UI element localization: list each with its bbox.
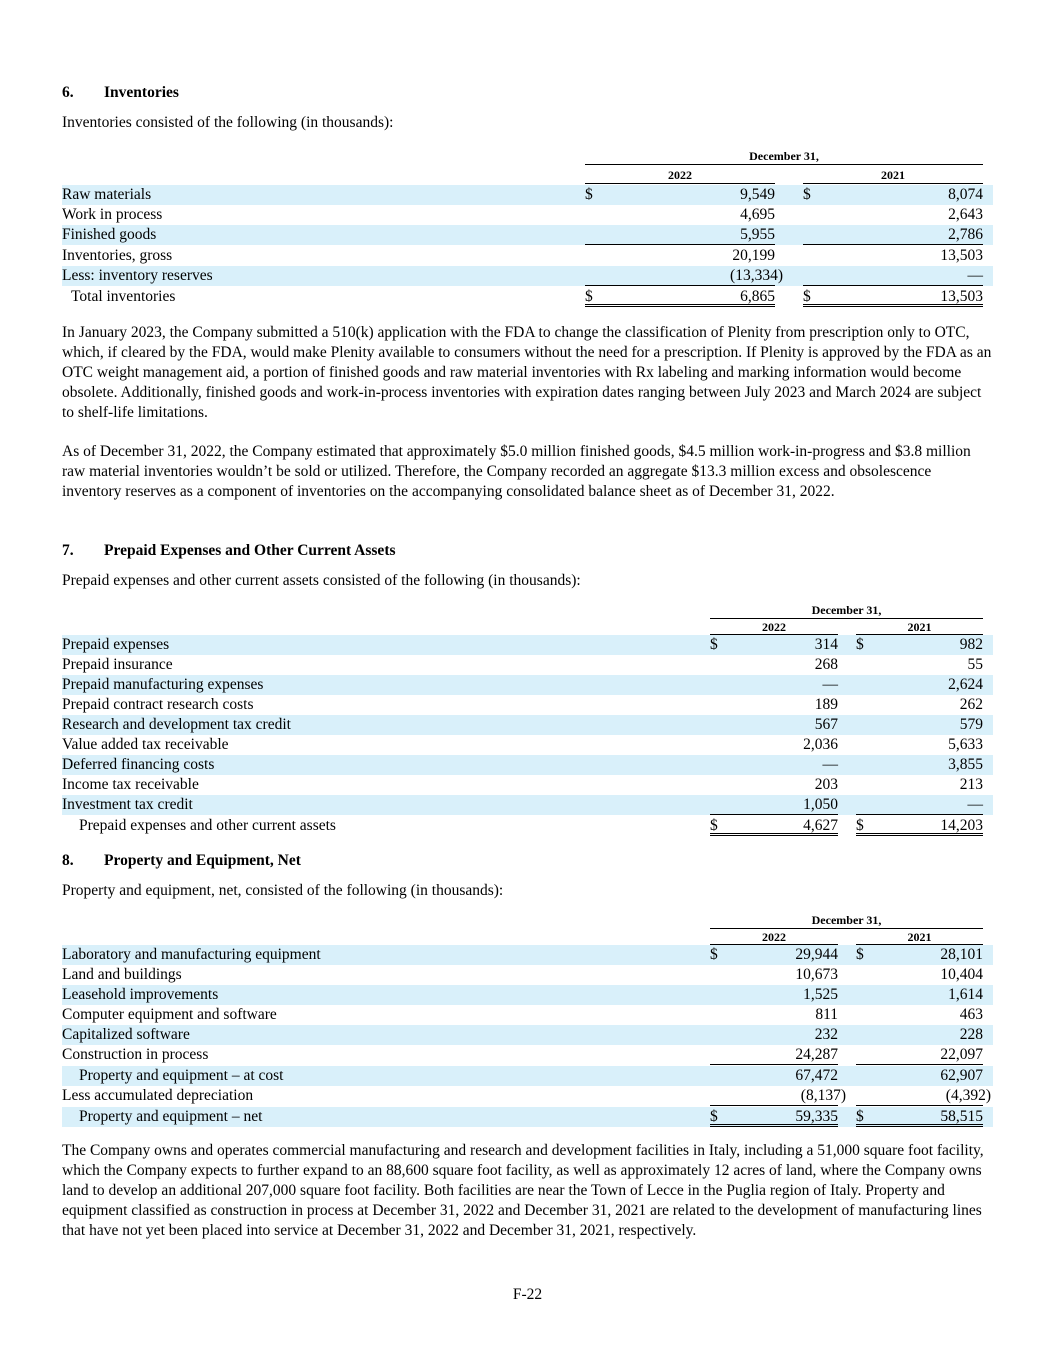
table-row xyxy=(62,755,993,775)
value-2021: 228 xyxy=(959,1026,983,1043)
row-label: Computer equipment and software xyxy=(62,1006,277,1023)
table-row xyxy=(62,775,993,795)
dollar-sign: $ xyxy=(710,817,718,834)
dollar-sign: $ xyxy=(585,186,593,203)
value-2022: 811 xyxy=(815,1006,838,1023)
table-row xyxy=(62,185,993,205)
row-label: Laboratory and manufacturing equipment xyxy=(62,946,321,963)
row-label: Deferred financing costs xyxy=(62,756,215,773)
value-2022: 203 xyxy=(814,776,838,793)
table-row xyxy=(62,1005,993,1025)
value-2021: 58,515 xyxy=(940,1108,983,1125)
value-2022: 4,695 xyxy=(740,206,775,223)
row-label: Finished goods xyxy=(62,226,157,243)
row-label: Income tax receivable xyxy=(62,776,199,793)
row-label: Work in process xyxy=(62,206,163,223)
column-header-2021: 2021 xyxy=(881,168,905,182)
section-number: 6. xyxy=(62,84,74,101)
row-label: Prepaid insurance xyxy=(62,656,173,673)
dollar-sign: $ xyxy=(585,288,593,305)
section-heading xyxy=(62,84,179,102)
row-label: Investment tax credit xyxy=(62,796,193,813)
value-2021: 2,786 xyxy=(948,226,983,243)
value-2022: 6,865 xyxy=(740,288,775,305)
table-row xyxy=(62,246,993,266)
section-intro: Property and equipment, net, consisted of the following (in thousands): xyxy=(62,882,504,899)
table-row xyxy=(62,816,993,836)
table-row xyxy=(62,1025,993,1045)
value-2022: 1,525 xyxy=(803,986,838,1003)
section-title: Prepaid Expenses and Other Current Assets xyxy=(104,542,396,559)
table-row xyxy=(62,1045,993,1065)
value-2021: 13,503 xyxy=(940,247,983,264)
table-row xyxy=(62,655,993,675)
row-label: Less accumulated depreciation xyxy=(62,1087,254,1104)
value-2021: 982 xyxy=(959,636,983,653)
value-2021: 8,074 xyxy=(948,186,983,203)
page-number: F-22 xyxy=(512,1286,543,1303)
value-2021: 2,643 xyxy=(948,206,983,223)
row-label: Prepaid contract research costs xyxy=(62,696,254,713)
paragraph: As of December 31, 2022, the Company estimated that approximately $5.0 million finished goods, $4.5 million work-in-progress and $3.8 million raw material inventories wouldn’t be sold or utilized. Therefore, the Company recorded an aggregate $13.3 million excess and obsolescence inventory reserves as a component of inventories on the accompanying consolidated balance sheet as of December 31, 2022. xyxy=(62,443,971,500)
section-number: 8. xyxy=(62,852,74,869)
row-label: Inventories, gross xyxy=(62,247,173,264)
row-label: Research and development tax credit xyxy=(62,716,291,733)
value-2021: 3,855 xyxy=(948,756,983,773)
column-header-2021: 2021 xyxy=(907,930,932,944)
table-row xyxy=(62,635,993,655)
value-2021: 62,907 xyxy=(940,1067,983,1084)
header-rule xyxy=(803,183,983,184)
value-2022: 1,050 xyxy=(803,796,838,813)
value-2022: 567 xyxy=(814,716,838,733)
value-2022: 10,673 xyxy=(795,966,838,983)
table-row xyxy=(62,1086,993,1106)
dollar-sign: $ xyxy=(710,1108,718,1125)
dollar-sign: $ xyxy=(856,817,864,834)
value-2021: — xyxy=(967,796,983,813)
paragraph: The Company owns and operates commercial manufacturing and research and development facilities in Italy, including a 51,000 square foot facility, which the Company expects to further expand to an 88,600 square foot facility, as well as approximately 12 acres of land, where the Company owns land to develop an additional 207,000 square foot facility. Both facilities are near the Town of Lecce in the Puglia region of Italy. Property and equipment classified as construction in process at December 31, 2022 and December 31, 2021 are related to the development of manufacturing lines that have not yet been placed into service at December 31, 2022 and December 31, 2021, respectively. xyxy=(62,1142,984,1239)
dollar-sign: $ xyxy=(803,288,811,305)
value-2021: (4,392) xyxy=(945,1087,991,1104)
header-rule xyxy=(710,928,983,929)
section-intro: Prepaid expenses and other current assets consisted of the following (in thousands): xyxy=(62,572,581,589)
dollar-sign: $ xyxy=(856,1108,864,1125)
table-header-group: December 31, xyxy=(811,603,882,617)
dollar-sign: $ xyxy=(856,636,864,653)
row-label: Value added tax receivable xyxy=(62,736,229,753)
table-header-group: December 31, xyxy=(749,149,819,163)
row-label: Capitalized software xyxy=(62,1026,190,1043)
section-title: Property and Equipment, Net xyxy=(104,852,301,869)
value-2022: 5,955 xyxy=(740,226,775,243)
row-label: Property and equipment – net xyxy=(79,1108,263,1125)
value-2022: 189 xyxy=(814,696,838,713)
value-2021: 14,203 xyxy=(940,817,983,834)
table-row xyxy=(62,1107,993,1127)
row-label: Prepaid expenses and other current assets xyxy=(79,817,336,834)
section-number: 7. xyxy=(62,542,74,559)
value-2022: 67,472 xyxy=(795,1067,838,1084)
table-header-group: December 31, xyxy=(811,913,882,927)
table-row xyxy=(62,266,993,286)
value-2022: 2,036 xyxy=(803,736,838,753)
table-row xyxy=(62,205,993,225)
section-heading xyxy=(62,542,396,560)
value-2021: 55 xyxy=(967,656,983,673)
value-2021: 262 xyxy=(959,696,983,713)
row-label: Property and equipment – at cost xyxy=(79,1067,284,1084)
table-row xyxy=(62,945,993,965)
table-row xyxy=(62,795,993,815)
value-2022: 4,627 xyxy=(803,817,838,834)
row-label: Raw materials xyxy=(62,186,152,203)
value-2022: 232 xyxy=(814,1026,838,1043)
table-row xyxy=(62,225,993,245)
value-2021: 2,624 xyxy=(948,676,983,693)
row-label: Prepaid expenses xyxy=(62,636,170,653)
dollar-sign: $ xyxy=(856,946,864,963)
row-label: Total inventories xyxy=(71,288,176,305)
row-label: Prepaid manufacturing expenses xyxy=(62,676,264,693)
column-header-2021: 2021 xyxy=(907,620,932,634)
value-2022: 20,199 xyxy=(732,247,775,264)
section-intro: Inventories consisted of the following (in thousands): xyxy=(62,114,394,131)
column-header-2022: 2022 xyxy=(668,168,692,182)
table-row xyxy=(62,715,993,735)
value-2022: (8,137) xyxy=(800,1087,846,1104)
value-2022: 29,944 xyxy=(795,946,838,963)
table-row xyxy=(62,287,993,307)
table-row xyxy=(62,1066,993,1086)
value-2021: 10,404 xyxy=(940,966,983,983)
value-2021: 1,614 xyxy=(948,986,983,1003)
value-2021: 13,503 xyxy=(940,288,983,305)
header-rule xyxy=(585,183,775,184)
table-row xyxy=(62,965,993,985)
row-label: Less: inventory reserves xyxy=(62,267,213,284)
value-2021: 28,101 xyxy=(940,946,983,963)
value-2021: 579 xyxy=(959,716,983,733)
table-row xyxy=(62,735,993,755)
section-heading xyxy=(62,852,301,870)
value-2021: 213 xyxy=(959,776,983,793)
value-2022: — xyxy=(822,676,838,693)
table-row xyxy=(62,695,993,715)
column-header-2022: 2022 xyxy=(762,930,786,944)
value-2022: 9,549 xyxy=(740,186,775,203)
value-2022: 314 xyxy=(814,636,838,653)
value-2022: (13,334) xyxy=(730,267,783,284)
row-label: Leasehold improvements xyxy=(62,986,219,1003)
paragraph: In January 2023, the Company submitted a 510(k) application with the FDA to change the classification of Plenity from prescription only to OTC, which, if cleared by the FDA, would make Plenity available to consumers without the need for a prescription. If Plenity is approved by the FDA as an OTC weight management aid, a portion of finished goods and raw material inventories with Rx labeling and marking information would become obsolete. Additionally, finished goods and work-in-process inventories with expiration dates ranging between July 2023 and March 2024 are subject to shelf-life limitations. xyxy=(62,324,992,421)
column-header-2022: 2022 xyxy=(762,620,786,634)
table-row xyxy=(62,675,993,695)
value-2022: 268 xyxy=(814,656,838,673)
dollar-sign: $ xyxy=(710,636,718,653)
value-2022: 24,287 xyxy=(795,1046,838,1063)
value-2021: 22,097 xyxy=(940,1046,983,1063)
table-row xyxy=(62,985,993,1005)
value-2021: 5,633 xyxy=(948,736,983,753)
row-label: Construction in process xyxy=(62,1046,209,1063)
section-title: Inventories xyxy=(104,84,179,101)
dollar-sign: $ xyxy=(710,946,718,963)
value-2021: 463 xyxy=(959,1006,983,1023)
value-2022: 59,335 xyxy=(795,1108,838,1125)
value-2021: — xyxy=(967,267,983,284)
header-rule xyxy=(585,164,983,165)
dollar-sign: $ xyxy=(803,186,811,203)
header-rule xyxy=(710,618,983,619)
row-label: Land and buildings xyxy=(62,966,182,983)
value-2022: — xyxy=(822,756,838,773)
